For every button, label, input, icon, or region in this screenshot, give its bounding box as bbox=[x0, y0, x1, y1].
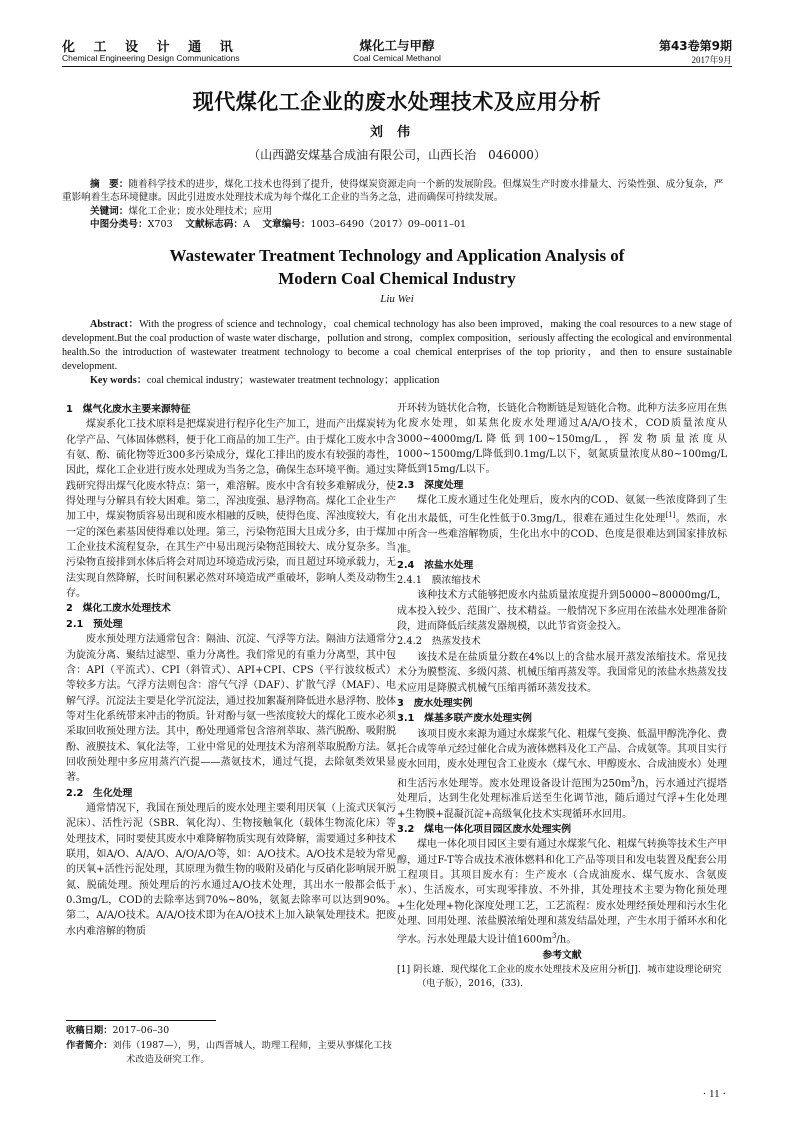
section-2-4-1-paragraph: 该种技术方式能够把废水内盐质量浓度提升到50000~80000mg/L，成本投入较少、范围广、技术精益。一般情况下多应用在浓盐水处理准备阶段，进而降低后续蒸发器规模，以此节省资金投入。 bbox=[397, 590, 727, 633]
section-2-4-2-heading: 2.4.2 热蒸发技术 bbox=[397, 636, 481, 648]
keywords-cn: 煤化工企业；废水处理技术；应用 bbox=[128, 205, 273, 217]
abstract-label-cn: 摘 要： bbox=[90, 179, 129, 190]
section-1-heading: 1 煤气化废水主要来源特征 bbox=[66, 404, 191, 415]
clc-label: 中图分类号： bbox=[90, 219, 148, 231]
journal-name-cn: 化 工 设 计 通 讯 bbox=[62, 40, 240, 55]
journal-name-en: Chemical Engineering Design Communications bbox=[62, 53, 240, 63]
superscript-3: 3 bbox=[630, 775, 636, 784]
abstract-text-en: With the progress of science and technology，coal chemical technology has also been improved，making the coal resources to a new stage of development.But the coal production of waste water discharge，pollution and strong，complex composition，seriously affecting the ecological and environmental health.So the introduction of wastewater treatment technology to become a coal chemical enterprises of the top priority，and then to ensure sustainable development. bbox=[62, 319, 732, 372]
section-2-3-heading: 2.3 深度处理 bbox=[397, 479, 464, 491]
section-name-cn: 煤化工与甲醇 bbox=[359, 38, 435, 53]
body-left-column bbox=[66, 402, 396, 939]
section-2-3-text-b: 。然而，水中所含一些难溶解物质，生化出水中的COD、色度是很难达到国家排放标准。 bbox=[397, 513, 728, 556]
footnote bbox=[66, 1024, 396, 1068]
doc-code: A bbox=[242, 219, 250, 231]
section-2-3-text-a: 煤化工废水通过生化处理后，废水内的COD、氨氮一些浓度降到了生化出水最低，可生化性低于0.3mg/L，很难在通过生化处理 bbox=[397, 495, 727, 525]
citation-ref: [1] bbox=[665, 511, 676, 520]
section-3-2-text-a: 煤电一体化项目园区主要有通过水煤浆气化、粗煤气转换等技术生产甲醇，通过F-T等合成技术液体燃料和化工产品等项目和发电装置及配套公用工程项目。其项目废水有：生产废水（合成油废水、煤气废水、含氨废水）、生活废水，可实现零排放、不外排，其处理技术主要为物化预处理+生化处理+物化深度处理工艺，工艺流程：废水处理经预处理和污水生化处理、回用处理、浓盐膜浓缩处理和蒸发结晶处理，产生水用于循环水和化学水。污水处理最大设计值1600m bbox=[397, 839, 727, 946]
keywords-label-cn: 关键词： bbox=[90, 205, 129, 217]
article-title-en-line1: Wastewater Treatment Technology and Application Analysis of bbox=[169, 246, 625, 265]
continued-paragraph: 开环转为链状化合物，长链化合物断链是短链化合物。此种方法多应用在焦化废水处理，如某焦化废水处理通过A/A/O技术，COD质量浓度从3000~4000mg/L降低到100~150mg/L，挥发物质量浓度从1000~1500mg/L降低到0.1mg/L以下，氨氮质量浓度从80~100mg/L降低到15mg/L以下。 bbox=[397, 403, 727, 476]
author-bio: 刘伟（1987—），男，山西晋城人，助理工程师，主要从事煤化工技术改造及研究工作。 bbox=[112, 1039, 392, 1065]
section-2-2-paragraph: 通常情况下，我国在预处理后的废水处理主要利用厌氧（上流式厌氧污泥床）、活性污泥（SBR、氧化沟）、生物接触氧化（载体生物流化床）等处理技术，同时要使其废水中难降解物质实现有效降解，需要通过多种技术联用，如A/O、A/A/O、A/O/A/O等，如：A/O技术。A/O技术是较为常见的厌氧+活性污泥处理，其原理为微生物的吸附及硝化与反硝化影响展开脱氮、脱硫处理。预处理后的污水通过A/O技术处理，其出水一般都会低于0.3mg/L，COD的去除率达到70%~80%，氨氮去除率可以达到90%。第二，A/A/O技术。A/A/O技术即为在A/O技术上加入缺氧处理技术。把废水内难溶解的物质 bbox=[66, 802, 396, 937]
section-name-en: Coal Cemical Methanol bbox=[353, 53, 441, 63]
section-2-2-heading: 2.2 生化处理 bbox=[66, 787, 133, 799]
references-heading: 参考文献 bbox=[542, 950, 582, 962]
author-name-cn: 刘伟 bbox=[369, 125, 424, 140]
abstract-en bbox=[62, 318, 732, 388]
section-2-4-1-heading: 2.4.1 膜浓缩技术 bbox=[397, 575, 481, 587]
article-no-label: 文章编号： bbox=[262, 219, 311, 231]
superscript-3: 3 bbox=[551, 932, 557, 941]
keywords-label-en: Key words： bbox=[90, 375, 147, 386]
page-number: · 11 · bbox=[702, 1088, 726, 1100]
reference-item: [1] 阴长雄．现代煤化工企业的废水处理技术及应用分析[J]．城市建设理论研究（电子版），2016，(33)． bbox=[397, 964, 722, 990]
author-bio-label: 作者简介： bbox=[66, 1039, 113, 1051]
keywords-en: coal chemical industry；wastewater treatment technology；application bbox=[146, 375, 440, 386]
section-2-1-paragraph: 废水预处理方法通常包含：隔油、沉淀、气浮等方法。隔油方法通常分为旋流分离、聚结过滤型、重力分离性。我们常见的有重力分离型，其中包含：API（平流式）、CPI（斜管式）、API+CPI、CPS（平行波纹板式）等较多方法。气浮方法则包含：溶气气浮（DAF）、扩散气浮（MAF）、电解气浮。沉淀法主要是化学沉淀法，通过投加絮凝剂降低进水悬浮物、胶体等对生化系统带来冲击的物质。针对酚与氨一些浓度较大的煤化工废水必须采取回收预处理方法。其中，酚处理通常包含溶剂萃取、蒸汽脱酚、吸附脱酚、液膜技术、氧化法等，工业中常见的处理技术为溶剂萃取脱酚方法。氨回收预处理中多应用蒸汽汽提——蒸氨技术，通过气提，去除氨类效果显著。 bbox=[66, 634, 396, 784]
running-header bbox=[62, 36, 732, 66]
section-3-2-heading: 3.2 煤电一体化项目园区废水处理实例 bbox=[397, 823, 572, 835]
section-3-1-paragraph bbox=[397, 727, 727, 822]
issue-date: 2017年9月 bbox=[691, 55, 732, 65]
affiliation-cn: （山西潞安煤基合成油有限公司，山西长治 046000） bbox=[248, 148, 546, 162]
section-3-1-text-b: /h，污水通过汽提塔处理后，达到生化处理标准后送至生化调节池，随后通过气浮+生化处理+生物膜+混凝沉淀+高级氧化技术实现循环水回用。 bbox=[397, 777, 727, 820]
doc-code-label: 文献标志码： bbox=[185, 219, 243, 231]
section-3-2-text-b: /h。 bbox=[556, 934, 577, 946]
article-title-cn: 现代煤化工企业的废水处理技术及应用分析 bbox=[192, 90, 602, 114]
header-rule bbox=[62, 66, 732, 67]
volume-issue: 第43卷第9期 bbox=[658, 39, 732, 53]
clc-number: X703 bbox=[147, 219, 173, 231]
section-2-4-heading: 2.4 浓盐水处理 bbox=[397, 559, 474, 571]
footnote-rule bbox=[66, 1020, 216, 1021]
article-title-en-line2: Modern Coal Chemical Industry bbox=[278, 269, 516, 288]
received-date: 2017–06–30 bbox=[112, 1025, 170, 1036]
section-3-1-text-a: 该项目废水来源为通过水煤浆气化、粗煤气变换、低温甲醇洗净化、费托合成等单元经过催化合成为液体燃料及化工产品、合成氨等。其项目实行废水回用，废水处理包含工业废水（煤气水、甲醇废水、合成油废水）处理和生活污水处理等。废水处理设备设计范围为250m bbox=[397, 728, 727, 789]
abstract-cn bbox=[62, 178, 732, 232]
section-3-1-heading: 3.1 煤基多联产废水处理实例 bbox=[397, 713, 532, 725]
abstract-label-en: Abstract： bbox=[90, 319, 140, 330]
article-title-en bbox=[0, 244, 794, 290]
abstract-text-cn: 随着科学技术的进步，煤化工技术也得到了提升，使得煤炭资源走向一个新的发展阶段。但煤炭生产时废水排量大、污染性强、成分复杂，严重影响着生态环境健康。因此引进废水处理技术成为每个煤化工企业的当务之急，进而确保可持续发展。 bbox=[62, 179, 724, 204]
article-number: 1003–6490（2017）09–0011–01 bbox=[310, 219, 467, 231]
author-name-en: Liu Wei bbox=[380, 293, 414, 305]
received-date-label: 收稿日期： bbox=[66, 1025, 113, 1036]
section-3-2-paragraph bbox=[397, 837, 727, 948]
body-right-column bbox=[397, 401, 727, 991]
section-2-4-2-paragraph: 该技术是在盐质量分数在4%以上的含盐水展开蒸发浓缩技术。常见技术分为膜整流、多级闪蒸、机械压缩再蒸发等。我国常见的浓盐水热蒸发技术应用是降膜式机械气压缩再循环蒸发技术。 bbox=[397, 651, 727, 694]
section-2-heading: 2 煤化工废水处理技术 bbox=[66, 603, 171, 615]
section-2-3-paragraph bbox=[397, 493, 727, 558]
section-1-paragraph: 煤炭系化工技术原料是把煤炭进行程序化生产加工，进而产出煤炭转为化学产品、气体固体燃料，便于化工商品的加工生产。由于煤化工废水中含有氨、酚、硫化物等近300多污染成分，煤化工排出的废水有较强的毒性，因此，煤化工企业进行废水处理成为当务之急，确保生态环境平衡。通过实践研究得出煤气化废水特点：第一，难溶解。废水中含有较多难解成分，使得处理与分解具有较大困难。第二，浑浊度强、悬浮物高。煤化工企业生产加工中，煤炭物质容易出现和废水相融的反映，使得色度、浑浊度较大，有一定的深色素基因使得难以处理。第三，污染物范围大且成分多，由于煤加工企业技术流程复杂，在其生产中易出现污染物范围较大、成分复杂多。当污染物直接排到水体后将会对周边环境造成污染，而且超过环境承载力，无法实现自然降解，长时间积累必然对环境造成严重破坏，影响人类及动物生存。 bbox=[66, 419, 396, 600]
section-3-heading: 3 废水处理实例 bbox=[397, 697, 473, 709]
section-2-1-heading: 2.1 预处理 bbox=[66, 618, 123, 630]
